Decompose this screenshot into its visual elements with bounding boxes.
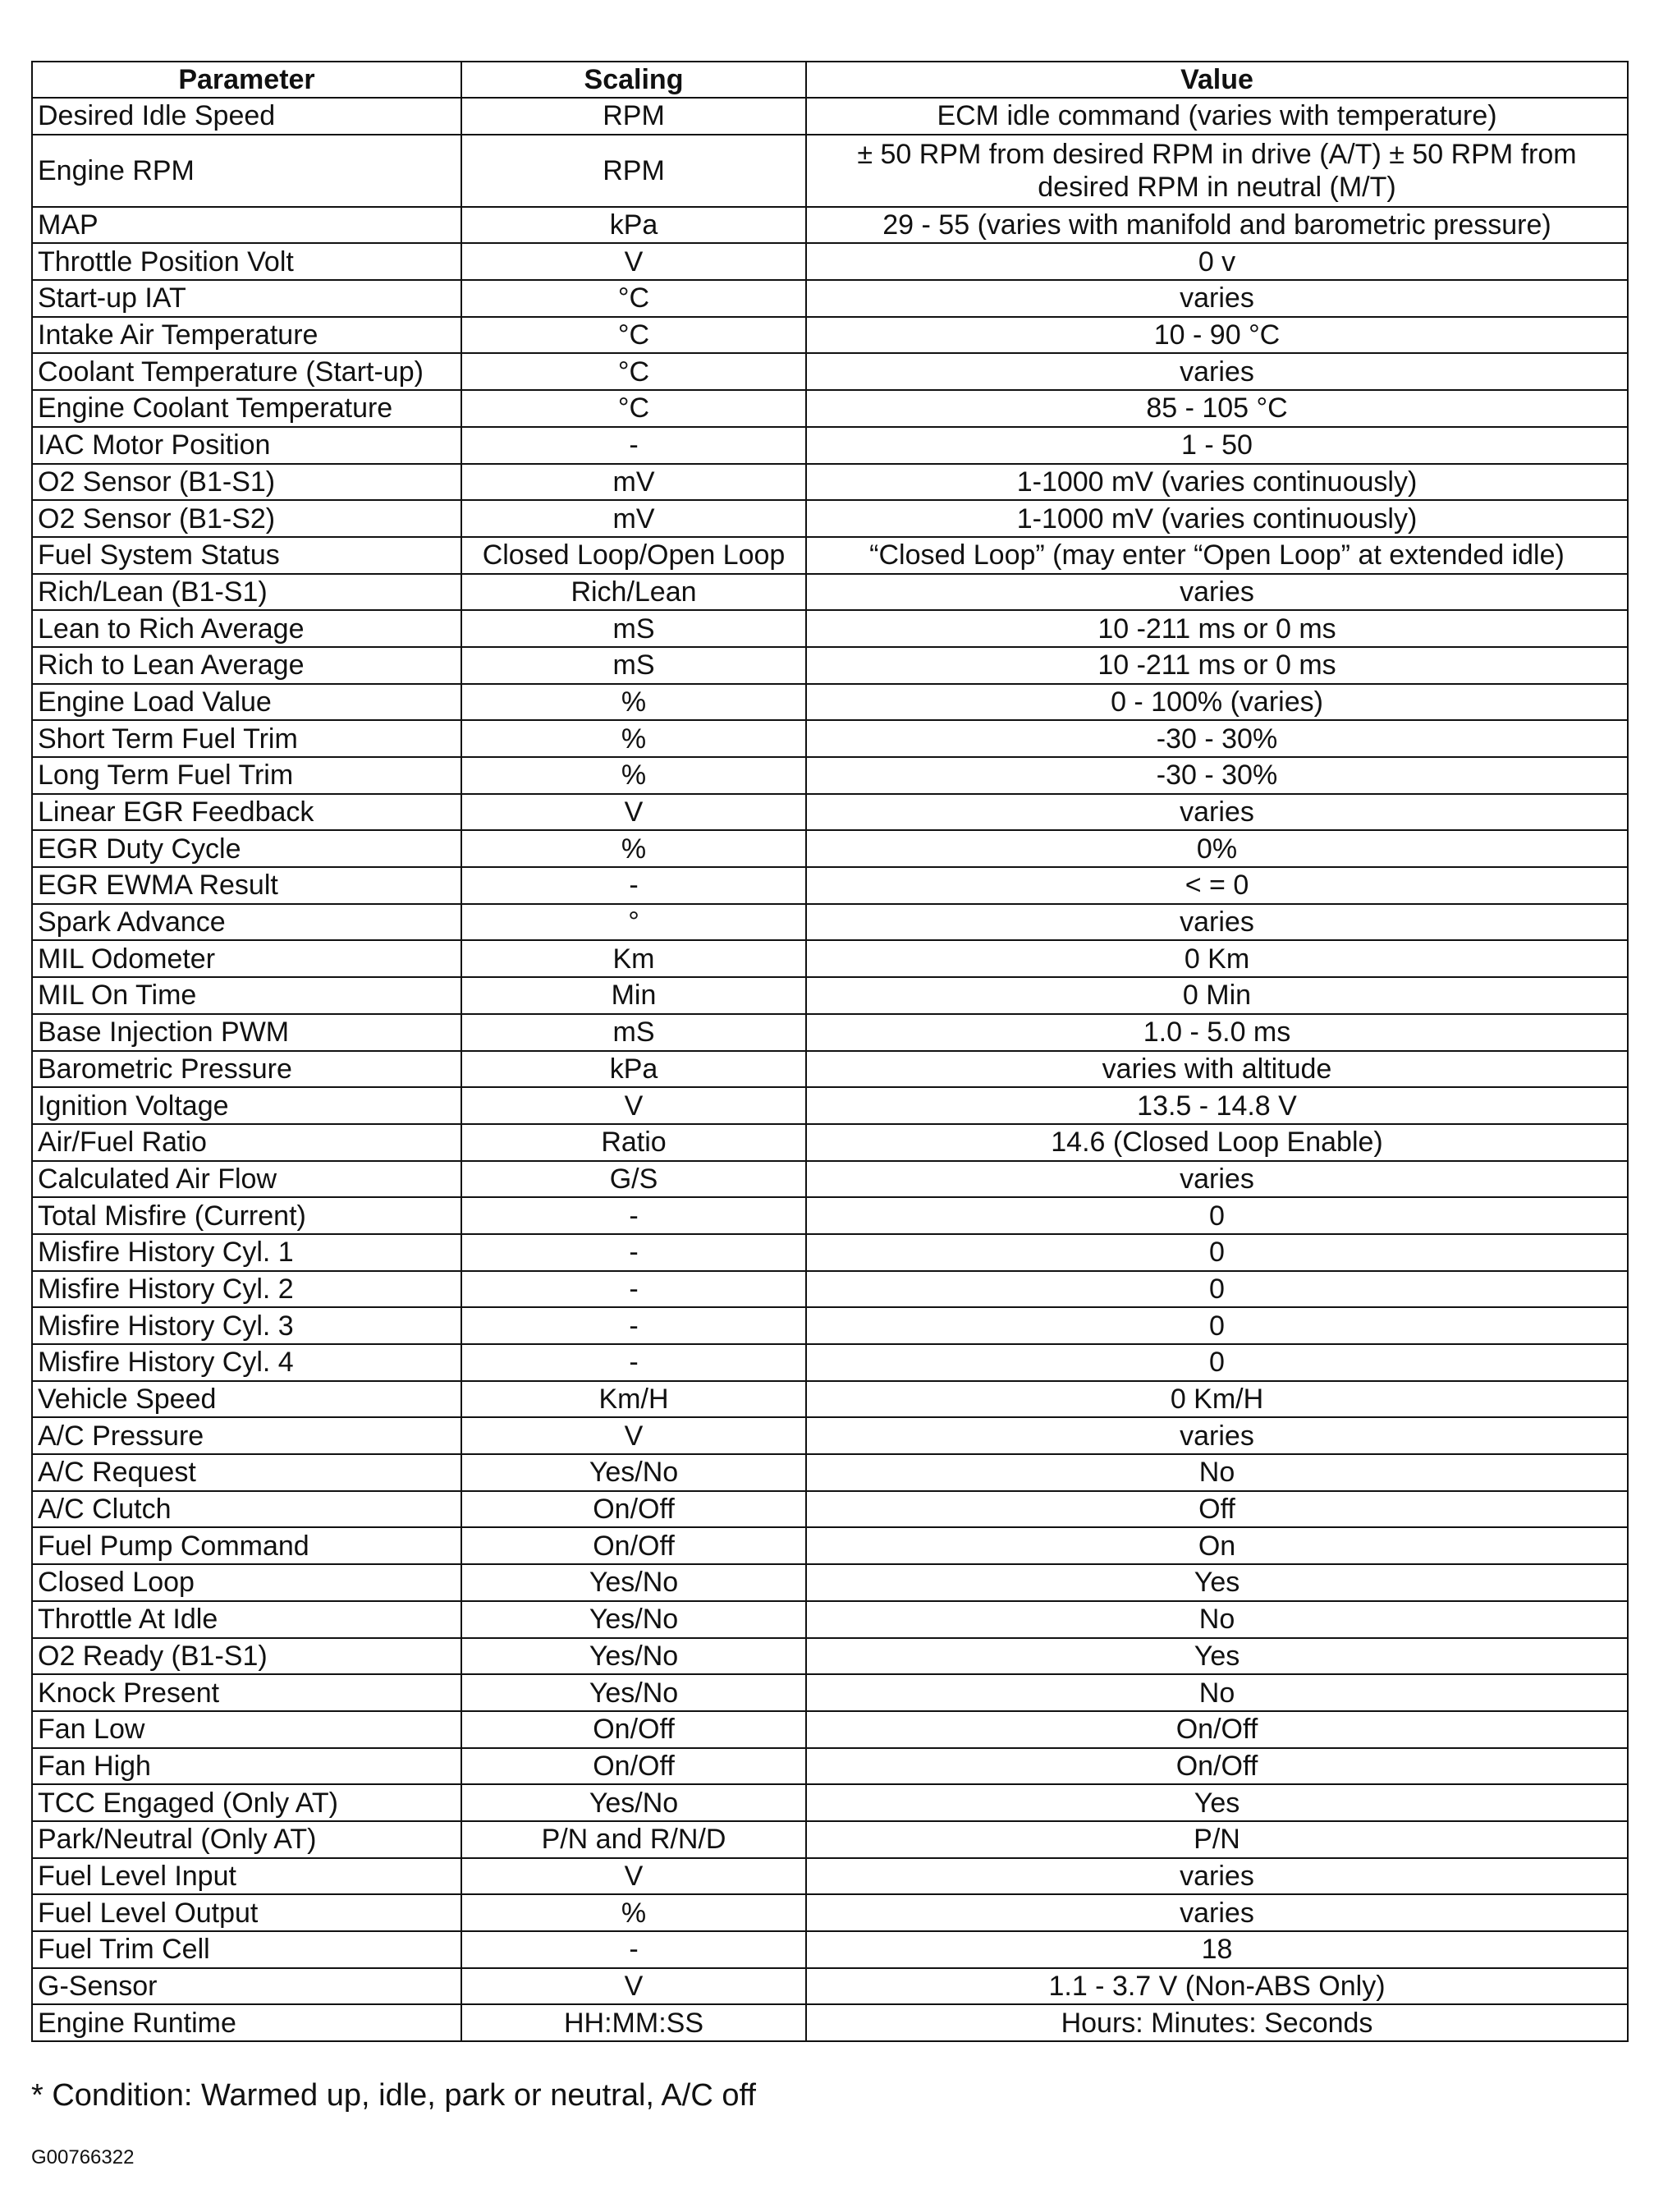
parameter-cell: Fuel Level Output (32, 1894, 461, 1931)
header-scaling: Scaling (461, 62, 806, 98)
parameter-cell: Lean to Rich Average (32, 610, 461, 647)
scaling-cell: On/Off (461, 1491, 806, 1528)
value-cell: varies (806, 280, 1628, 317)
scaling-cell: °C (461, 353, 806, 390)
parameter-cell: Fan Low (32, 1711, 461, 1748)
table-row (32, 904, 1628, 941)
table-row (32, 353, 1628, 390)
table-row (32, 1601, 1628, 1638)
scaling-cell: RPM (461, 135, 806, 207)
value-cell: Yes (806, 1638, 1628, 1675)
table-row (32, 1748, 1628, 1785)
table-row (32, 794, 1628, 831)
table-row (32, 1307, 1628, 1344)
scaling-cell: Yes/No (461, 1784, 806, 1821)
value-cell: varies with altitude (806, 1051, 1628, 1088)
value-cell: 1-1000 mV (varies continuously) (806, 500, 1628, 537)
scaling-cell: mV (461, 500, 806, 537)
scaling-cell: On/Off (461, 1527, 806, 1564)
value-cell: On/Off (806, 1711, 1628, 1748)
parameter-cell: Short Term Fuel Trim (32, 720, 461, 757)
value-cell: varies (806, 1417, 1628, 1454)
scaling-cell: kPa (461, 1051, 806, 1088)
parameter-cell: MAP (32, 207, 461, 244)
parameter-cell: Desired Idle Speed (32, 98, 461, 135)
table-row (32, 280, 1628, 317)
table-row (32, 1014, 1628, 1051)
value-cell: 0 v (806, 243, 1628, 280)
scaling-cell: Yes/No (461, 1674, 806, 1711)
parameter-cell: Fuel Level Input (32, 1858, 461, 1895)
scaling-cell: - (461, 1197, 806, 1234)
value-cell: 18 (806, 1931, 1628, 1968)
value-cell: No (806, 1601, 1628, 1638)
parameter-cell: Engine Runtime (32, 2004, 461, 2041)
table-row (32, 1491, 1628, 1528)
value-cell: 0 (806, 1307, 1628, 1344)
parameter-cell: Fuel Pump Command (32, 1527, 461, 1564)
parameter-cell: Intake Air Temperature (32, 317, 461, 354)
parameter-cell: Park/Neutral (Only AT) (32, 1821, 461, 1858)
value-cell: 85 - 105 °C (806, 390, 1628, 427)
value-cell: 10 -211 ms or 0 ms (806, 647, 1628, 684)
table-row (32, 1417, 1628, 1454)
condition-footnote: * Condition: Warmed up, idle, park or neutral, A/C off (31, 2078, 756, 2113)
table-row (32, 1527, 1628, 1564)
value-cell: 1 - 50 (806, 427, 1628, 464)
scaling-cell: % (461, 1894, 806, 1931)
value-cell: No (806, 1454, 1628, 1491)
scaling-cell: % (461, 684, 806, 721)
value-cell: 0 (806, 1344, 1628, 1381)
table-row (32, 243, 1628, 280)
value-cell: Off (806, 1491, 1628, 1528)
value-cell: varies (806, 353, 1628, 390)
value-cell: -30 - 30% (806, 720, 1628, 757)
parameter-cell: Long Term Fuel Trim (32, 757, 461, 794)
table-row (32, 1197, 1628, 1234)
parameter-cell: A/C Clutch (32, 1491, 461, 1528)
scaling-cell: °C (461, 390, 806, 427)
scaling-cell: Km/H (461, 1381, 806, 1418)
scaling-cell: - (461, 867, 806, 904)
table-row (32, 1161, 1628, 1198)
value-cell: “Closed Loop” (may enter “Open Loop” at extended idle) (806, 537, 1628, 574)
parameter-cell: Calculated Air Flow (32, 1161, 461, 1198)
scaling-cell: Yes/No (461, 1454, 806, 1491)
table-row (32, 207, 1628, 244)
table-row (32, 647, 1628, 684)
table-row (32, 720, 1628, 757)
scaling-cell: V (461, 794, 806, 831)
parameter-cell: Closed Loop (32, 1564, 461, 1601)
table-row (32, 977, 1628, 1014)
parameter-cell: MIL On Time (32, 977, 461, 1014)
scaling-cell: Yes/No (461, 1564, 806, 1601)
scaling-cell: P/N and R/N/D (461, 1821, 806, 1858)
parameter-cell: TCC Engaged (Only AT) (32, 1784, 461, 1821)
parameter-cell: Engine RPM (32, 135, 461, 207)
table-row (32, 757, 1628, 794)
parameter-cell: EGR EWMA Result (32, 867, 461, 904)
table-row (32, 390, 1628, 427)
scaling-cell: V (461, 1417, 806, 1454)
scaling-cell: Yes/No (461, 1638, 806, 1675)
table-row (32, 1968, 1628, 2005)
scaling-cell: V (461, 1858, 806, 1895)
value-cell: 14.6 (Closed Loop Enable) (806, 1124, 1628, 1161)
value-cell: Yes (806, 1564, 1628, 1601)
scaling-cell: % (461, 757, 806, 794)
scaling-cell: mS (461, 1014, 806, 1051)
table-row (32, 1051, 1628, 1088)
value-cell: No (806, 1674, 1628, 1711)
parameter-cell: Knock Present (32, 1674, 461, 1711)
value-cell: 1.0 - 5.0 ms (806, 1014, 1628, 1051)
table-row (32, 610, 1628, 647)
value-cell: P/N (806, 1821, 1628, 1858)
value-cell: 13.5 - 14.8 V (806, 1087, 1628, 1124)
parameter-cell: Coolant Temperature (Start-up) (32, 353, 461, 390)
table-row (32, 684, 1628, 721)
parameter-cell: O2 Sensor (B1-S2) (32, 500, 461, 537)
scaling-cell: kPa (461, 207, 806, 244)
parameter-cell: Fuel Trim Cell (32, 1931, 461, 1968)
parameter-cell: Misfire History Cyl. 2 (32, 1271, 461, 1308)
value-cell: 10 -211 ms or 0 ms (806, 610, 1628, 647)
value-cell: On/Off (806, 1748, 1628, 1785)
table-row (32, 1931, 1628, 1968)
value-cell: 1-1000 mV (varies continuously) (806, 464, 1628, 501)
scaling-cell: RPM (461, 98, 806, 135)
scaling-cell: V (461, 1087, 806, 1124)
scaling-cell: - (461, 427, 806, 464)
header-value: Value (806, 62, 1628, 98)
value-cell: 0 (806, 1197, 1628, 1234)
parameter-cell: EGR Duty Cycle (32, 830, 461, 867)
value-cell: Hours: Minutes: Seconds (806, 2004, 1628, 2041)
scaling-cell: - (461, 1931, 806, 1968)
table-row (32, 830, 1628, 867)
parameter-cell: Linear EGR Feedback (32, 794, 461, 831)
table-body (32, 98, 1628, 2041)
table-row (32, 1381, 1628, 1418)
scaling-cell: mS (461, 610, 806, 647)
scaling-cell: Rich/Lean (461, 574, 806, 611)
value-cell: 0 Km/H (806, 1381, 1628, 1418)
table-row (32, 1784, 1628, 1821)
scaling-cell: Min (461, 977, 806, 1014)
value-cell: 10 - 90 °C (806, 317, 1628, 354)
value-cell: < = 0 (806, 867, 1628, 904)
parameter-cell: Misfire History Cyl. 1 (32, 1234, 461, 1271)
table-row (32, 1674, 1628, 1711)
value-cell: varies (806, 904, 1628, 941)
parameter-cell: IAC Motor Position (32, 427, 461, 464)
value-cell: varies (806, 1161, 1628, 1198)
value-cell: ± 50 RPM from desired RPM in drive (A/T) ± 50 RPM from desired RPM in neutral (M/T) (806, 135, 1628, 207)
scaling-cell: Km (461, 940, 806, 977)
parameter-cell: MIL Odometer (32, 940, 461, 977)
parameter-cell: Fan High (32, 1748, 461, 1785)
value-cell: varies (806, 1894, 1628, 1931)
parameter-cell: G-Sensor (32, 1968, 461, 2005)
table-row (32, 317, 1628, 354)
table-row (32, 1271, 1628, 1308)
scaling-cell: - (461, 1344, 806, 1381)
value-cell: On (806, 1527, 1628, 1564)
value-cell: 0 Min (806, 977, 1628, 1014)
table-row (32, 1858, 1628, 1895)
scaling-cell: V (461, 1968, 806, 2005)
table-row (32, 1454, 1628, 1491)
parameter-cell: Total Misfire (Current) (32, 1197, 461, 1234)
parameter-cell: Engine Load Value (32, 684, 461, 721)
parameter-cell: Engine Coolant Temperature (32, 390, 461, 427)
scaling-cell: % (461, 830, 806, 867)
scaling-cell: Closed Loop/Open Loop (461, 537, 806, 574)
parameter-cell: Misfire History Cyl. 3 (32, 1307, 461, 1344)
value-cell: 1.1 - 3.7 V (Non-ABS Only) (806, 1968, 1628, 2005)
table-row (32, 1564, 1628, 1601)
scaling-cell: On/Off (461, 1748, 806, 1785)
table-row (32, 98, 1628, 135)
table-row (32, 1638, 1628, 1675)
scaling-cell: ° (461, 904, 806, 941)
value-cell: varies (806, 574, 1628, 611)
parameter-cell: Base Injection PWM (32, 1014, 461, 1051)
table-row (32, 1087, 1628, 1124)
parameter-cell: Rich/Lean (B1-S1) (32, 574, 461, 611)
table-row (32, 2004, 1628, 2041)
value-cell: -30 - 30% (806, 757, 1628, 794)
parameter-cell: A/C Pressure (32, 1417, 461, 1454)
value-cell: varies (806, 794, 1628, 831)
value-cell: 0 (806, 1234, 1628, 1271)
value-cell: 0% (806, 830, 1628, 867)
table-row (32, 1124, 1628, 1161)
value-cell: 0 - 100% (varies) (806, 684, 1628, 721)
scan-data-table (31, 61, 1629, 2042)
scaling-cell: - (461, 1234, 806, 1271)
scaling-cell: V (461, 243, 806, 280)
parameter-cell: Ignition Voltage (32, 1087, 461, 1124)
scaling-cell: - (461, 1307, 806, 1344)
table-row (32, 867, 1628, 904)
scaling-cell: °C (461, 280, 806, 317)
scaling-cell: mS (461, 647, 806, 684)
parameter-cell: O2 Ready (B1-S1) (32, 1638, 461, 1675)
scaling-cell: Ratio (461, 1124, 806, 1161)
parameter-cell: Start-up IAT (32, 280, 461, 317)
parameter-cell: Vehicle Speed (32, 1381, 461, 1418)
value-cell: 0 Km (806, 940, 1628, 977)
table-row (32, 1234, 1628, 1271)
table-row (32, 1344, 1628, 1381)
parameter-cell: Misfire History Cyl. 4 (32, 1344, 461, 1381)
figure-code: G00766322 (31, 2146, 135, 2168)
parameter-cell: Barometric Pressure (32, 1051, 461, 1088)
scaling-cell: HH:MM:SS (461, 2004, 806, 2041)
value-cell: varies (806, 1858, 1628, 1895)
table-row (32, 537, 1628, 574)
parameter-cell: Air/Fuel Ratio (32, 1124, 461, 1161)
value-cell: Yes (806, 1784, 1628, 1821)
table-row (32, 464, 1628, 501)
value-cell: 29 - 55 (varies with manifold and barometric pressure) (806, 207, 1628, 244)
parameter-cell: Rich to Lean Average (32, 647, 461, 684)
table-row (32, 1711, 1628, 1748)
scaling-cell: - (461, 1271, 806, 1308)
table-row (32, 574, 1628, 611)
table-row (32, 500, 1628, 537)
scaling-cell: Yes/No (461, 1601, 806, 1638)
scaling-cell: G/S (461, 1161, 806, 1198)
table-row (32, 135, 1628, 207)
scaling-cell: mV (461, 464, 806, 501)
table-row (32, 427, 1628, 464)
table-header-row (32, 62, 1628, 98)
parameter-cell: A/C Request (32, 1454, 461, 1491)
parameter-cell: Throttle At Idle (32, 1601, 461, 1638)
scaling-cell: On/Off (461, 1711, 806, 1748)
parameter-cell: Throttle Position Volt (32, 243, 461, 280)
table-row (32, 1894, 1628, 1931)
table-row (32, 940, 1628, 977)
parameter-cell: Spark Advance (32, 904, 461, 941)
table-row (32, 1821, 1628, 1858)
value-cell: ECM idle command (varies with temperature) (806, 98, 1628, 135)
value-cell: 0 (806, 1271, 1628, 1308)
parameter-cell: Fuel System Status (32, 537, 461, 574)
scaling-cell: % (461, 720, 806, 757)
header-parameter: Parameter (32, 62, 461, 98)
parameter-cell: O2 Sensor (B1-S1) (32, 464, 461, 501)
scaling-cell: °C (461, 317, 806, 354)
